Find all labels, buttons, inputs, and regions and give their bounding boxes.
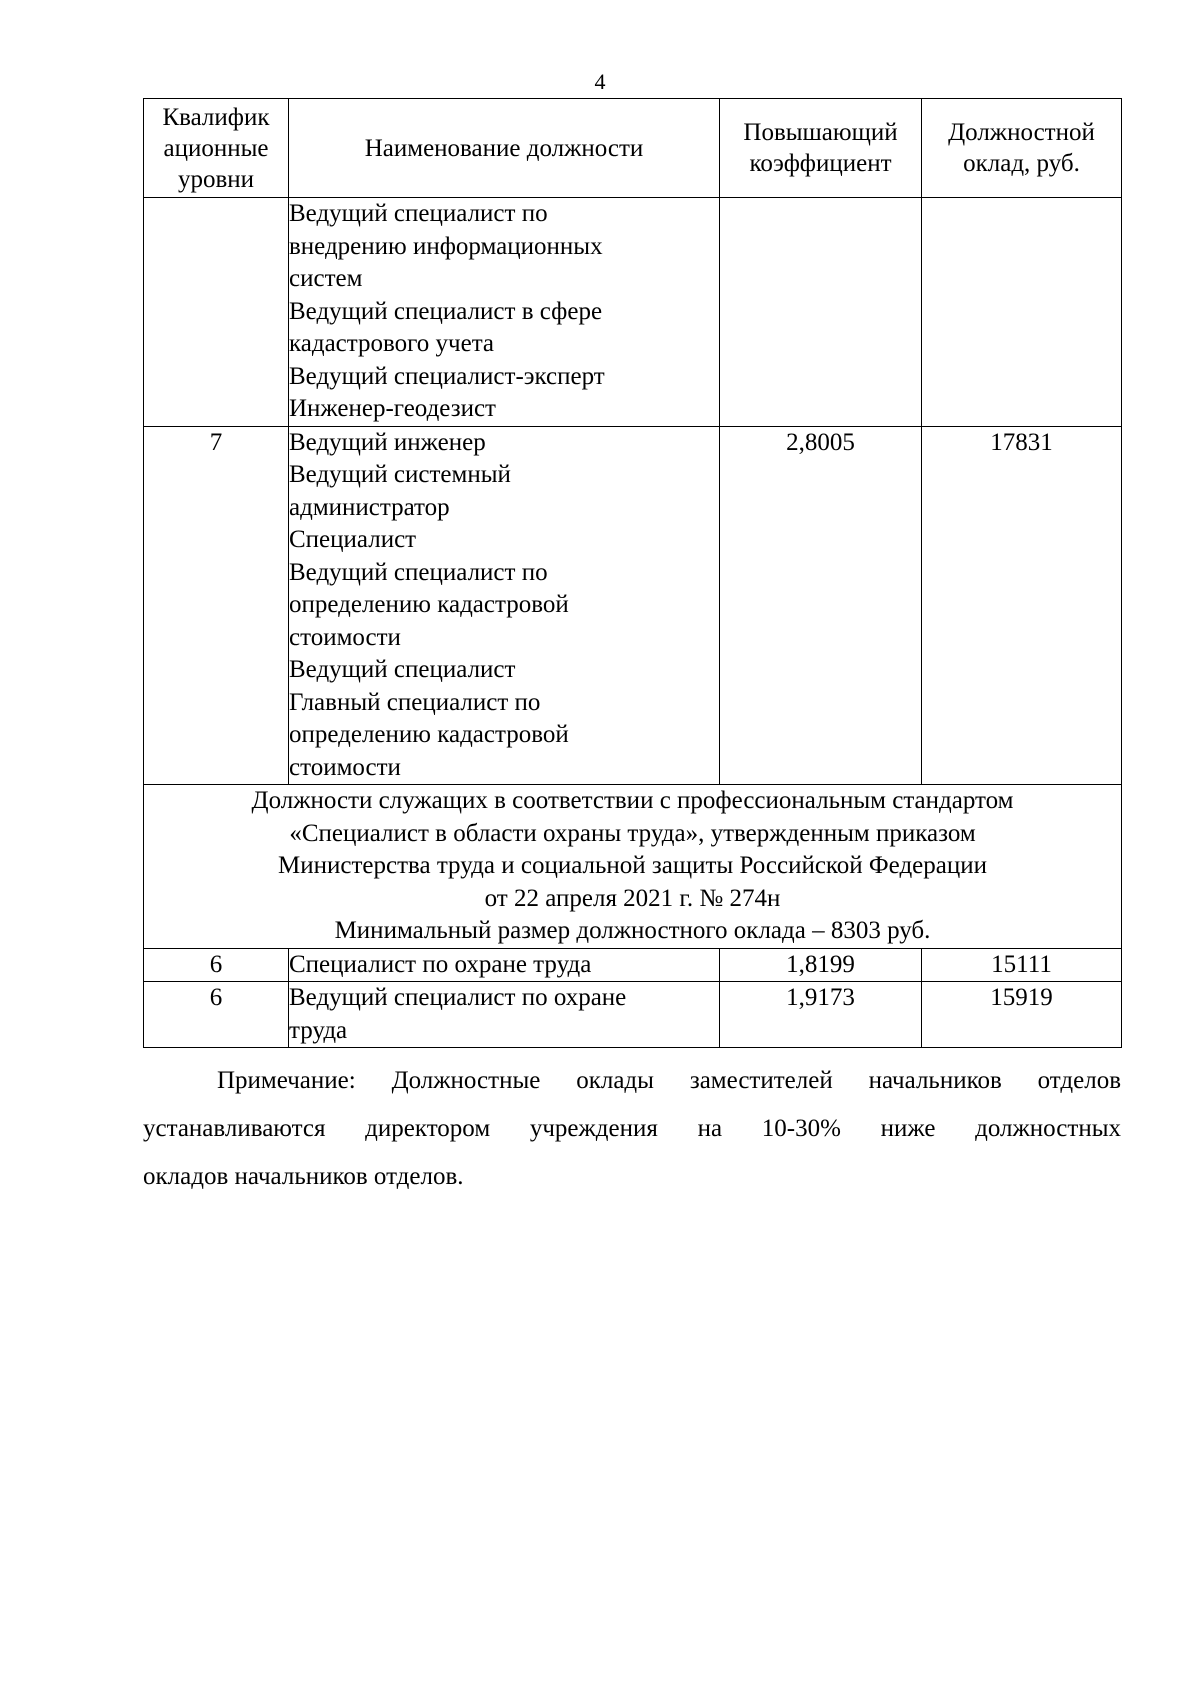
position-name: Ведущий специалист по (289, 200, 548, 227)
position-name: кадастрового учета (289, 330, 495, 357)
level-cell: 7 (144, 426, 289, 785)
position-name: Ведущий специалист-эксперт (289, 362, 605, 390)
coefficient-cell: 1,9173 (720, 982, 922, 1048)
position-name: Ведущий системный (289, 461, 511, 488)
header-coefficient (720, 99, 922, 198)
position-name: Ведущий специалист по (289, 558, 548, 586)
position-name: труда (289, 1016, 348, 1044)
note-line: устанавливаются директором учреждения на 10-30% ниже должностных (143, 1115, 1121, 1142)
header-position-name (289, 99, 720, 198)
position-name: Ведущий специалист в сфере (289, 297, 603, 325)
position-name: Ведущий специалист (289, 656, 516, 683)
salary-table (143, 98, 1122, 1048)
section-header-row (144, 785, 1122, 949)
position-name: администратор (289, 493, 450, 521)
salary-cell: 15111 (922, 948, 1122, 982)
position-names-cell (289, 198, 720, 427)
table-row (144, 426, 1122, 785)
position-name: Главный специалист по (289, 688, 541, 716)
section-header-line: «Специалист в области охраны труда», утвержденным приказом (289, 819, 976, 847)
note-paragraph (143, 1057, 1121, 1201)
header-salary (922, 99, 1122, 198)
table-header-row (144, 99, 1122, 198)
position-name: систем (289, 265, 363, 292)
header-line: Должностной (948, 119, 1095, 146)
position-name: Ведущий инженер (289, 428, 486, 456)
header-line: Повышающий (743, 119, 898, 146)
section-header-line: Должности служащих в соответствии с профессиональным стандартом (251, 787, 1014, 814)
level-cell (144, 198, 289, 427)
position-names-cell (289, 948, 720, 982)
salary-cell (922, 198, 1122, 427)
coefficient-cell (720, 198, 922, 427)
position-names-cell (289, 982, 720, 1048)
note-text: Примечание: Должностные оклады заместителей начальников отделов (217, 1067, 1121, 1094)
position-names-cell (289, 426, 720, 785)
position-name: Инженер-геодезист (289, 395, 496, 422)
header-line: оклад, руб. (963, 150, 1080, 177)
section-header-cell (144, 785, 1122, 949)
coefficient-cell: 2,8005 (720, 426, 922, 785)
header-line: Квалифик (162, 103, 270, 131)
page-number: 4 (594, 69, 606, 94)
position-name: стоимости (289, 623, 401, 651)
table-row (144, 198, 1122, 427)
coefficient-cell: 1,8199 (720, 948, 922, 982)
section-header-line: Министерства труда и социальной защиты Российской Федерации (278, 852, 987, 879)
position-name: Специалист (289, 526, 417, 553)
section-header-line: от 22 апреля 2021 г. № 274н (484, 884, 781, 912)
position-name: внедрению информационных (289, 232, 603, 260)
level-cell: 6 (144, 948, 289, 982)
header-line: ационные (163, 134, 269, 162)
header-line: уровни (177, 165, 255, 193)
position-name: стоимости (289, 753, 401, 781)
table-row (144, 948, 1122, 982)
header-line: Наименование должности (364, 134, 644, 162)
position-name: Специалист по охране труда (289, 950, 592, 978)
header-line: коэффициент (749, 150, 892, 177)
position-name: определению кадастровой (289, 721, 569, 748)
position-name: Ведущий специалист по охране (289, 984, 627, 1011)
header-qualification-level (144, 99, 289, 198)
note-line: окладов начальников отделов. (143, 1163, 464, 1190)
table-row (144, 982, 1122, 1048)
section-header-line: Минимальный размер должностного оклада – 8303 руб. (334, 917, 931, 944)
salary-cell: 17831 (922, 426, 1122, 785)
note-line (143, 1057, 1121, 1105)
salary-cell: 15919 (922, 982, 1122, 1048)
level-cell: 6 (144, 982, 289, 1048)
position-name: определению кадастровой (289, 591, 569, 618)
